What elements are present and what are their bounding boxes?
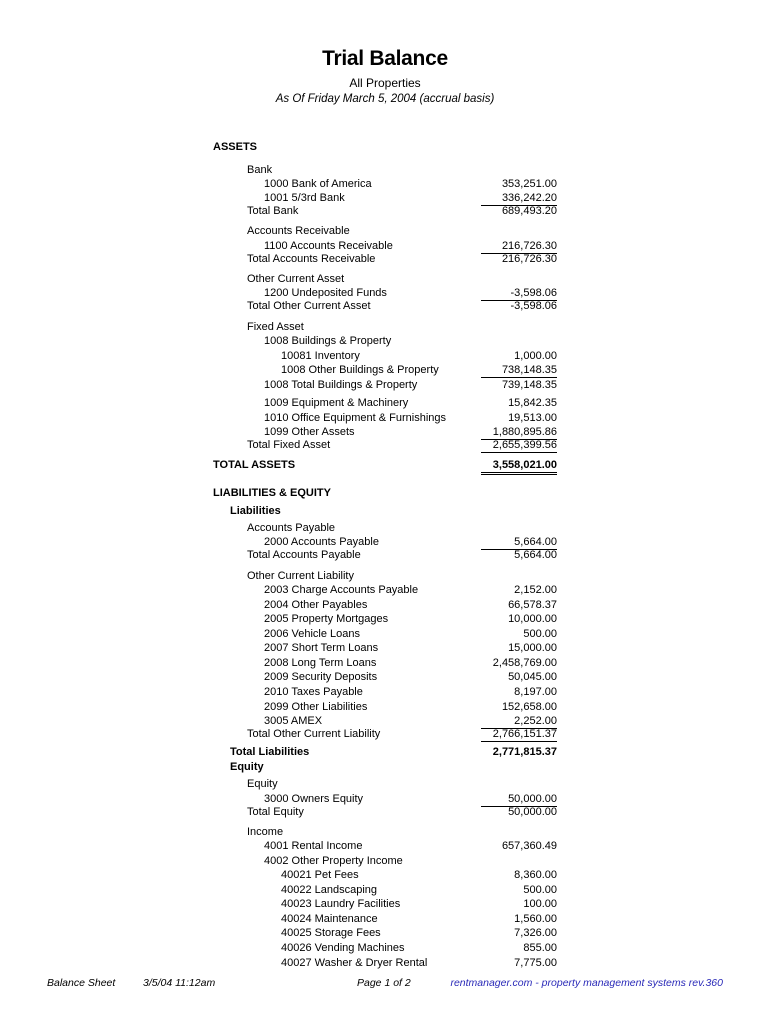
account-row <box>0 272 770 287</box>
account-label: Other Current Liability <box>247 570 354 582</box>
account-label: Total Accounts Receivable <box>247 253 376 265</box>
account-label: Total Other Current Liability <box>247 728 381 740</box>
account-label: Equity <box>247 778 278 790</box>
account-row <box>0 458 770 473</box>
account-amount: 689,493.20 <box>501 205 557 217</box>
account-row <box>0 521 770 536</box>
account-amount: 5,664.00 <box>514 549 557 561</box>
account-row <box>0 320 770 335</box>
account-amount: 19,513.00 <box>508 412 557 424</box>
account-label: TOTAL ASSETS <box>213 459 296 471</box>
account-amount: 353,251.00 <box>501 178 557 190</box>
account-row <box>0 883 770 898</box>
account-label: Other Current Asset <box>247 273 345 285</box>
account-row <box>0 685 770 700</box>
account-amount: 336,242.20 <box>481 191 557 206</box>
account-row <box>0 912 770 927</box>
account-label: 40023 Laundry Facilities <box>281 898 401 910</box>
account-row <box>0 504 770 519</box>
account-label: Total Fixed Asset <box>247 439 331 451</box>
account-amount: 1,880,895.86 <box>481 425 557 440</box>
account-row <box>0 656 770 671</box>
account-label: Total Bank <box>247 205 299 217</box>
account-amount: 1,000.00 <box>514 350 557 362</box>
account-amount: 66,578.37 <box>508 599 557 611</box>
account-label: 1008 Other Buildings & Property <box>281 364 439 376</box>
account-amount: 500.00 <box>523 884 557 896</box>
account-row <box>0 941 770 956</box>
account-row <box>0 548 770 563</box>
account-row <box>0 396 770 411</box>
account-row <box>0 854 770 869</box>
account-row <box>0 897 770 912</box>
account-amount: 216,726.30 <box>481 239 557 254</box>
account-row <box>0 805 770 820</box>
account-row <box>0 956 770 971</box>
account-amount: 657,360.49 <box>501 840 557 852</box>
account-label: 2007 Short Term Loans <box>264 642 379 654</box>
account-label: Total Liabilities <box>230 746 310 758</box>
account-amount: 2,152.00 <box>514 584 557 596</box>
account-label: 2005 Property Mortgages <box>264 613 389 625</box>
account-amount: -3,598.06 <box>510 300 557 312</box>
account-label: 1001 5/3rd Bank <box>264 192 345 204</box>
account-row <box>0 140 770 155</box>
account-label: 2000 Accounts Payable <box>264 536 379 548</box>
account-label: LIABILITIES & EQUITY <box>213 487 331 499</box>
account-label: Total Accounts Payable <box>247 549 361 561</box>
account-label: 2008 Long Term Loans <box>264 657 377 669</box>
account-row <box>0 598 770 613</box>
account-label: 4001 Rental Income <box>264 840 363 852</box>
account-label: 10081 Inventory <box>281 350 360 362</box>
account-label: Accounts Payable <box>247 522 336 534</box>
account-row <box>0 204 770 219</box>
account-amount: 8,360.00 <box>514 869 557 881</box>
account-label: 3005 AMEX <box>264 715 323 727</box>
account-amount: 50,000.00 <box>508 806 557 818</box>
account-row <box>0 378 770 393</box>
account-label: 40025 Storage Fees <box>281 927 381 939</box>
account-row <box>0 486 770 501</box>
account-row <box>0 224 770 239</box>
account-label: 1008 Total Buildings & Property <box>264 379 418 391</box>
account-label: 40024 Maintenance <box>281 913 378 925</box>
account-amount: 855.00 <box>523 942 557 954</box>
account-label: Total Other Current Asset <box>247 300 371 312</box>
account-amount: 1,560.00 <box>514 913 557 925</box>
account-label: 40026 Vending Machines <box>281 942 405 954</box>
account-amount: 152,658.00 <box>501 701 557 713</box>
account-row <box>0 363 770 378</box>
account-label: 1009 Equipment & Machinery <box>264 397 409 409</box>
account-label: Bank <box>247 164 273 176</box>
account-amount: 500.00 <box>523 628 557 640</box>
account-row <box>0 349 770 364</box>
account-label: Total Equity <box>247 806 304 818</box>
account-amount: 10,000.00 <box>508 613 557 625</box>
account-label: ASSETS <box>213 141 258 153</box>
account-amount: 2,771,815.37 <box>492 746 557 758</box>
account-row <box>0 334 770 349</box>
account-row <box>0 868 770 883</box>
account-row <box>0 825 770 840</box>
account-amount: 100.00 <box>523 898 557 910</box>
account-label: 1000 Bank of America <box>264 178 372 190</box>
account-label: 3000 Owners Equity <box>264 793 364 805</box>
account-row <box>0 627 770 642</box>
account-amount: 216,726.30 <box>501 253 557 265</box>
footer-datetime: 3/5/04 11:12am <box>143 977 216 989</box>
account-row <box>0 777 770 792</box>
account-amount: 738,148.35 <box>481 363 557 378</box>
account-row <box>0 760 770 775</box>
account-label: 2010 Taxes Payable <box>264 686 363 698</box>
account-row <box>0 745 770 760</box>
account-row <box>0 252 770 267</box>
account-row <box>0 299 770 314</box>
account-row <box>0 670 770 685</box>
account-row <box>0 569 770 584</box>
account-label: 4002 Other Property Income <box>264 855 403 867</box>
account-row <box>0 438 770 453</box>
account-label: 1010 Office Equipment & Furnishings <box>264 412 447 424</box>
report-title: Trial Balance <box>322 47 448 70</box>
footer-report-name: Balance Sheet <box>47 977 116 989</box>
account-label: 1099 Other Assets <box>264 426 355 438</box>
footer-credit-link[interactable]: rentmanager.com - property management systems rev.360 <box>450 977 723 989</box>
account-label: 40022 Landscaping <box>281 884 378 896</box>
account-row <box>0 163 770 178</box>
account-amount: 50,000.00 <box>481 792 557 807</box>
account-amount: 15,842.35 <box>508 397 557 409</box>
account-label: 2099 Other Liabilities <box>264 701 368 713</box>
account-label: Income <box>247 826 284 838</box>
account-row <box>0 641 770 656</box>
account-amount: 2,766,151.37 <box>481 727 557 742</box>
report-basis: As Of Friday March 5, 2004 (accrual basis) <box>275 93 495 105</box>
account-row <box>0 727 770 742</box>
account-amount: 5,664.00 <box>481 535 557 550</box>
account-label: 2006 Vehicle Loans <box>264 628 361 640</box>
account-label: 2004 Other Payables <box>264 599 368 611</box>
account-label: 1200 Undeposited Funds <box>264 287 387 299</box>
account-amount: 15,000.00 <box>508 642 557 654</box>
account-amount: 8,197.00 <box>514 686 557 698</box>
report-subtitle: All Properties <box>349 76 421 90</box>
account-label: 1008 Buildings & Property <box>264 335 392 347</box>
account-amount: -3,598.06 <box>481 286 557 301</box>
account-amount: 7,326.00 <box>514 927 557 939</box>
account-amount: 3,558,021.00 <box>481 458 557 475</box>
account-label: Fixed Asset <box>247 321 304 333</box>
account-row <box>0 177 770 192</box>
account-row <box>0 612 770 627</box>
account-amount: 739,148.35 <box>501 379 557 391</box>
account-label: 40027 Washer & Dryer Rental <box>281 957 428 969</box>
account-row <box>0 583 770 598</box>
account-amount: 7,775.00 <box>514 957 557 969</box>
account-label: 40021 Pet Fees <box>281 869 359 881</box>
account-label: Equity <box>230 761 264 773</box>
account-label: Accounts Receivable <box>247 225 350 237</box>
account-amount: 2,655,399.56 <box>481 438 557 453</box>
account-label: Liabilities <box>230 505 281 517</box>
footer-page-number: Page 1 of 2 <box>357 977 411 989</box>
account-amount: 2,252.00 <box>481 714 557 729</box>
account-amount: 50,045.00 <box>508 671 557 683</box>
account-row <box>0 926 770 941</box>
account-label: 1100 Accounts Receivable <box>264 240 393 252</box>
account-row <box>0 700 770 715</box>
account-row <box>0 839 770 854</box>
account-amount: 2,458,769.00 <box>492 657 557 669</box>
account-row <box>0 411 770 426</box>
account-label: 2003 Charge Accounts Payable <box>264 584 419 596</box>
account-label: 2009 Security Deposits <box>264 671 378 683</box>
